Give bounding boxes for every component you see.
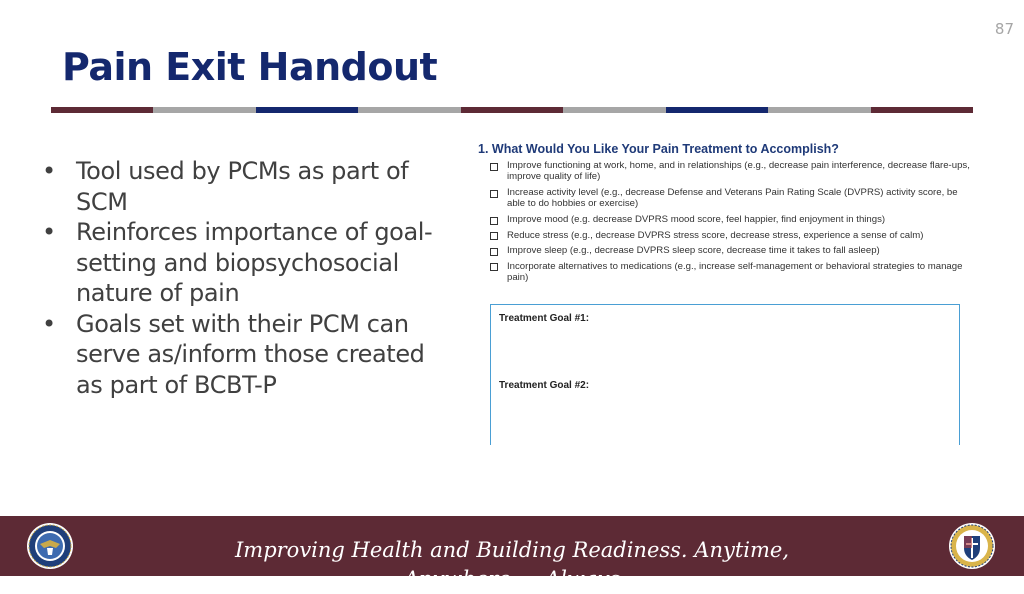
- treatment-goal-1-label: Treatment Goal #1:: [499, 313, 590, 324]
- handout-options: [490, 160, 974, 288]
- option-text: Improve mood (e.g. decrease DVPRS mood score, feel happier, find enjoyment in things): [507, 214, 886, 225]
- divider-segment: [768, 107, 870, 113]
- bullet-text: Reinforces importance of goal-setting and biopsychosocial nature of pain: [76, 218, 433, 307]
- checkbox-icon: [490, 163, 498, 171]
- defense-health-agency-seal-icon: [948, 522, 996, 570]
- handout-option: [490, 261, 974, 284]
- checkbox-icon: [490, 248, 498, 256]
- option-text: Increase activity level (e.g., decrease Defense and Veterans Pain Rating Scale (DVPRS) activity score, be able to do hobbies or exercise): [507, 187, 958, 210]
- bullet-item: [40, 309, 455, 401]
- divider-segment: [666, 107, 768, 113]
- checkbox-icon: [490, 263, 498, 271]
- option-text: Improve functioning at work, home, and in relationships (e.g., decrease pain interference, decrease flare-ups, improve quality of life): [507, 160, 970, 183]
- divider-segment: [51, 107, 153, 113]
- divider-segment: [461, 107, 563, 113]
- bullet-dot-icon: •: [42, 309, 56, 338]
- bullet-list: [40, 156, 455, 400]
- divider-segment: [153, 107, 255, 113]
- footer-tagline: Improving Health and Building Readiness. Anytime, Anywhere — Always: [234, 538, 790, 591]
- footer-bar: [0, 516, 1024, 591]
- checkbox-icon: [490, 217, 498, 225]
- option-text: Reduce stress (e.g., decrease DVPRS stress score, decrease stress, experience a sense of calm): [507, 229, 924, 241]
- slide-title: Pain Exit Handout: [62, 45, 438, 89]
- title-divider: [51, 107, 973, 113]
- bullet-text: Goals set with their PCM can serve as/inform those created as part of BCBT-P: [76, 309, 425, 399]
- handout-option: [490, 245, 974, 256]
- divider-segment: [256, 107, 358, 113]
- handout-option: [490, 187, 974, 210]
- handout-option: [490, 230, 974, 241]
- treatment-goal-2-label: Treatment Goal #2:: [499, 380, 590, 391]
- checkbox-icon: [490, 232, 498, 240]
- handout-option: [490, 214, 974, 225]
- handout-excerpt: [470, 138, 976, 424]
- bullet-text: Tool used by PCMs as part of SCM: [76, 157, 409, 216]
- slide-number: 87: [994, 20, 1014, 38]
- bullet-dot-icon: •: [42, 157, 56, 185]
- option-text: Improve sleep (e.g., decrease DVPRS sleep score, decrease time it takes to fall asleep): [507, 245, 880, 257]
- handout-question: 1. What Would You Like Your Pain Treatment to Accomplish?: [478, 142, 839, 156]
- bullet-item: [40, 156, 455, 217]
- divider-segment: [563, 107, 665, 113]
- department-of-defense-seal-icon: [26, 522, 74, 570]
- treatment-goals-box: [490, 304, 960, 445]
- checkbox-icon: [490, 190, 498, 198]
- handout-option: [490, 160, 974, 183]
- divider-segment: [358, 107, 460, 113]
- bullet-item: [40, 217, 455, 309]
- divider-segment: [871, 107, 973, 113]
- option-text: Incorporate alternatives to medications (e.g., increase self-management or behavioral strategies to manage pain): [507, 260, 963, 284]
- bullet-dot-icon: •: [42, 218, 56, 246]
